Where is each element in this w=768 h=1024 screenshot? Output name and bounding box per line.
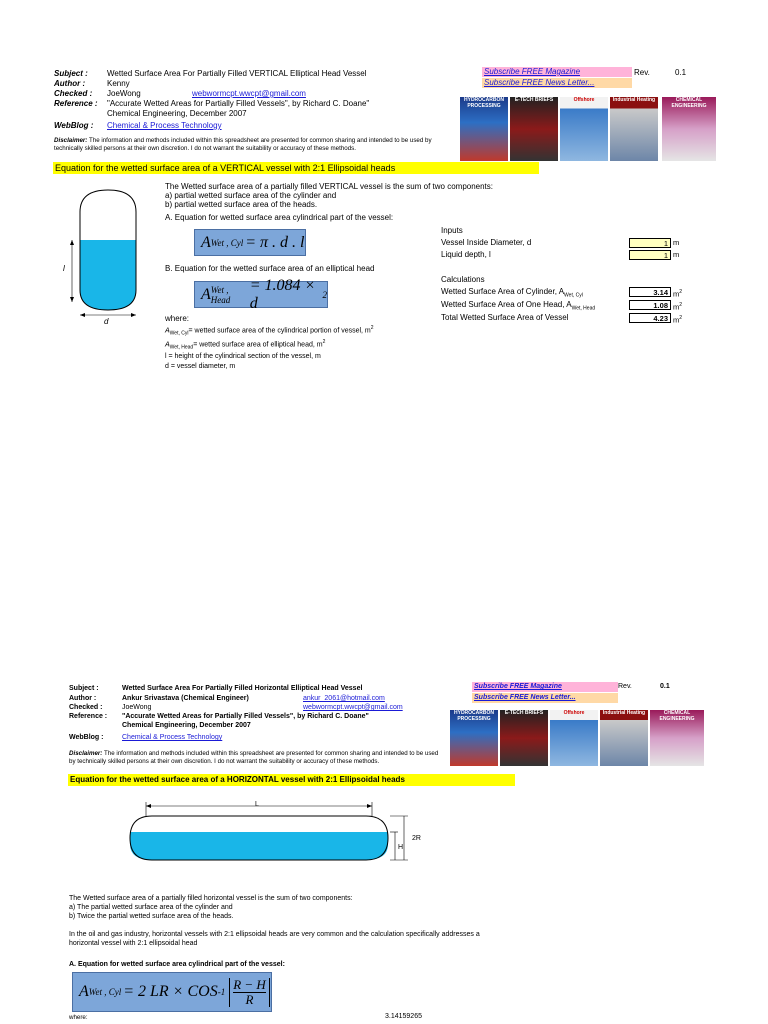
b-magazine-cover-3[interactable]: Offshore: [550, 710, 598, 766]
b-disclaimer: [69, 750, 439, 765]
eqB-title: B. Equation for the wetted surface area of an elliptical head: [165, 264, 375, 273]
banner-vertical: Equation for the wetted surface area of a VERTICAL vessel with 2:1 Ellipsoidal heads: [53, 162, 539, 174]
b-weblog-link[interactable]: Chemical & Process Technology: [122, 734, 223, 741]
where-line-4: d = vessel diameter, m: [165, 363, 236, 370]
diagram-d-label: d: [104, 317, 109, 326]
b-para-1: The Wetted surface area of a partially filled horizontal vessel is the sum of two components:: [69, 895, 353, 902]
calc-cylinder-label: Wetted Surface Area of Cylinder, $A_{Wet, Cyl}$: [441, 287, 583, 299]
input-diameter-label: Vessel Inside Diameter, d: [441, 238, 532, 247]
magazine-cover-5[interactable]: CHEMICAL ENGINEERING: [662, 97, 716, 161]
rev-label: Rev.: [634, 68, 650, 77]
author-value: Kenny: [107, 79, 130, 88]
input-diameter-unit: m: [673, 238, 680, 247]
weblog-link[interactable]: Chemical & Process Technology: [107, 121, 222, 130]
diagram-l-label: l: [63, 264, 65, 273]
magazine-cover-4[interactable]: Industrial Heating: [610, 97, 658, 161]
b-magazine-cover-5[interactable]: CHEMICAL ENGINEERING: [650, 710, 704, 766]
horizontal-vessel-diagram: [120, 796, 440, 876]
input-diameter-field[interactable]: 1: [629, 238, 671, 248]
b-reference-value: "Accurate Wetted Areas for Partially Filled Vessels", by Richard C. Doane": [122, 713, 369, 720]
subscribe-magazine-link[interactable]: Subscribe FREE Magazine: [482, 67, 632, 77]
formula-cylinder: A Wet , Cyl = π . d . l: [194, 229, 306, 256]
magazine-cover-3[interactable]: Offshore: [560, 97, 608, 161]
b-reference-journal: Chemical Engineering, December 2007: [122, 722, 251, 729]
b-subscribe-magazine-link[interactable]: Subscribe FREE Magazine: [472, 682, 618, 692]
calc-cylinder-value: 3.14: [629, 287, 671, 297]
author-label: Author :: [54, 79, 86, 88]
disclaimer-text: The information and methods included within this spreadsheet are presented for common sharing and intended to be used by technically skilled persons at their own discretion. I do not warrant the suitability or accuracy of these methods.: [54, 137, 432, 152]
b-subject-label: Subject :: [69, 685, 99, 692]
b-para-3: b) Twice the partial wetted surface area of the heads.: [69, 913, 234, 920]
reference-value: "Accurate Wetted Areas for Partially Filled Vessels", by Richard C. Doane": [107, 99, 370, 108]
formula-fraction: R − H R: [229, 978, 270, 1007]
b-subject-value: Wetted Surface Area For Partially Filled Horizontal Elliptical Head Vessel: [122, 685, 363, 692]
subscribe-newsletter-link[interactable]: Subscribe FREE News Letter...: [482, 78, 632, 88]
b-email-link[interactable]: webwormcpt.wwcpt@gmail.com: [303, 704, 403, 711]
b-subscribe-newsletter-link[interactable]: Subscribe FREE News Letter...: [472, 693, 618, 703]
email-link[interactable]: webwormcpt.wwcpt@gmail.com: [192, 89, 306, 98]
b-para-4: In the oil and gas industry, horizontal vessels with 2:1 ellipsoidal heads are very common and the calculation specifically addresses a: [69, 931, 480, 938]
b-checked-value: JoeWong: [122, 704, 152, 711]
checked-value: JoeWong: [107, 89, 141, 98]
input-depth-unit: m: [673, 250, 680, 259]
checked-label: Checked :: [54, 89, 93, 98]
b-checked-label: Checked :: [69, 704, 103, 711]
b-disclaimer-text: The information and methods included within this spreadsheet are presented for common sharing and intended to be used by technically skilled persons at their own discretion. I do not warrant the suitability or accuracy of these methods.: [69, 750, 439, 765]
calc-head-unit: $m^2$: [673, 302, 683, 312]
where-line-1: $A_{Wet, Cyl}=$ wetted surface area of the cylindrical portion of vessel, $m^2$: [165, 325, 374, 337]
formula-horizontal-cylinder: A Wet , Cyl = 2 LR × COS -1 R − H R: [72, 972, 272, 1012]
inputs-title: Inputs: [441, 226, 463, 235]
calc-head-label: Wetted Surface Area of One Head, $A_{Wet, Head}$: [441, 300, 596, 312]
b-magazine-cover-1[interactable]: HYDROCARBON PROCESSING: [450, 710, 498, 766]
where-line-3: l = height of the cylindrical section of the vessel, m: [165, 353, 321, 360]
subject-value: Wetted Surface Area For Partially Filled VERTICAL Elliptical Head Vessel: [107, 69, 367, 78]
reference-journal: Chemical Engineering, December 2007: [107, 109, 247, 118]
disclaimer: [54, 137, 444, 152]
calc-total-label: Total Wetted Surface Area of Vessel: [441, 313, 569, 322]
diagram-H-label: H: [398, 844, 404, 851]
where-label: where:: [165, 314, 190, 323]
b-eqA-title: A. Equation for wetted surface area cylindrical part of the vessel:: [69, 961, 285, 968]
vessel-liquid: [80, 240, 136, 310]
where-line-2: $A_{Wet, Head}=$ wetted surface area of elliptical head, $m^2$: [165, 339, 326, 351]
weblog-label: WebBlog :: [54, 121, 94, 130]
vertical-vessel-diagram: [60, 182, 150, 322]
calculations-title: Calculations: [441, 275, 485, 284]
rev-value: 0.1: [675, 68, 687, 77]
b-author-label: Author :: [69, 695, 97, 702]
calc-head-value: 1.08: [629, 300, 671, 310]
b-magazine-cover-2[interactable]: E-TECH BRIEFS: [500, 710, 548, 766]
formula-head: A Wet , Head = 1.084 × d 2: [194, 281, 328, 308]
intro-line-3: b) partial wetted surface area of the heads.: [165, 200, 318, 209]
diagram-L-label: L: [255, 801, 259, 808]
subject-label: Subject :: [54, 69, 88, 78]
b-para-5: horizontal vessel with 2:1 ellipsoidal head: [69, 940, 198, 947]
calc-cylinder-unit: $m^2$: [673, 289, 683, 299]
b-weblog-label: WebBlog :: [69, 734, 104, 741]
calc-total-unit: $m^2$: [673, 315, 683, 325]
b-where-label: where:: [69, 1014, 88, 1021]
b-disclaimer-label: Disclaimer:: [69, 750, 103, 757]
reference-label: Reference :: [54, 99, 98, 108]
magazine-cover-2[interactable]: E-TECH BRIEFS: [510, 97, 558, 161]
b-para-2: a) The partial wetted surface area of the cylinder and: [69, 904, 233, 911]
magazine-cover-1[interactable]: HYDROCARBON PROCESSING: [460, 97, 508, 161]
input-depth-field[interactable]: 1: [629, 250, 671, 260]
b-rev-value: 0.1: [660, 683, 670, 690]
intro-line-1: The Wetted surface area of a partially filled VERTICAL vessel is the sum of two components:: [165, 182, 494, 191]
b-reference-label: Reference :: [69, 713, 108, 720]
eqA-title: A. Equation for wetted surface area cylindrical part of the vessel:: [165, 213, 394, 222]
b-pi-value: 3.14159265: [385, 1013, 422, 1020]
banner-horizontal: Equation for the wetted surface area of a HORIZONTAL vessel with 2:1 Ellipsoidal heads: [68, 774, 515, 786]
diagram-2R-label: 2R: [412, 835, 421, 842]
b-author-value: Ankur Srivastava (Chemical Engineer): [122, 695, 249, 702]
b-magazine-cover-4[interactable]: Industrial Heating: [600, 710, 648, 766]
input-depth-label: Liquid depth, l: [441, 250, 491, 259]
h-vessel-liquid: [130, 832, 388, 860]
b-author-email-link[interactable]: ankur_2061@hotmail.com: [303, 695, 385, 702]
calc-total-value: 4.23: [629, 313, 671, 323]
intro-line-2: a) partial wetted surface area of the cylinder and: [165, 191, 337, 200]
b-rev-label: Rev.: [618, 683, 632, 690]
disclaimer-label: Disclaimer:: [54, 137, 88, 144]
